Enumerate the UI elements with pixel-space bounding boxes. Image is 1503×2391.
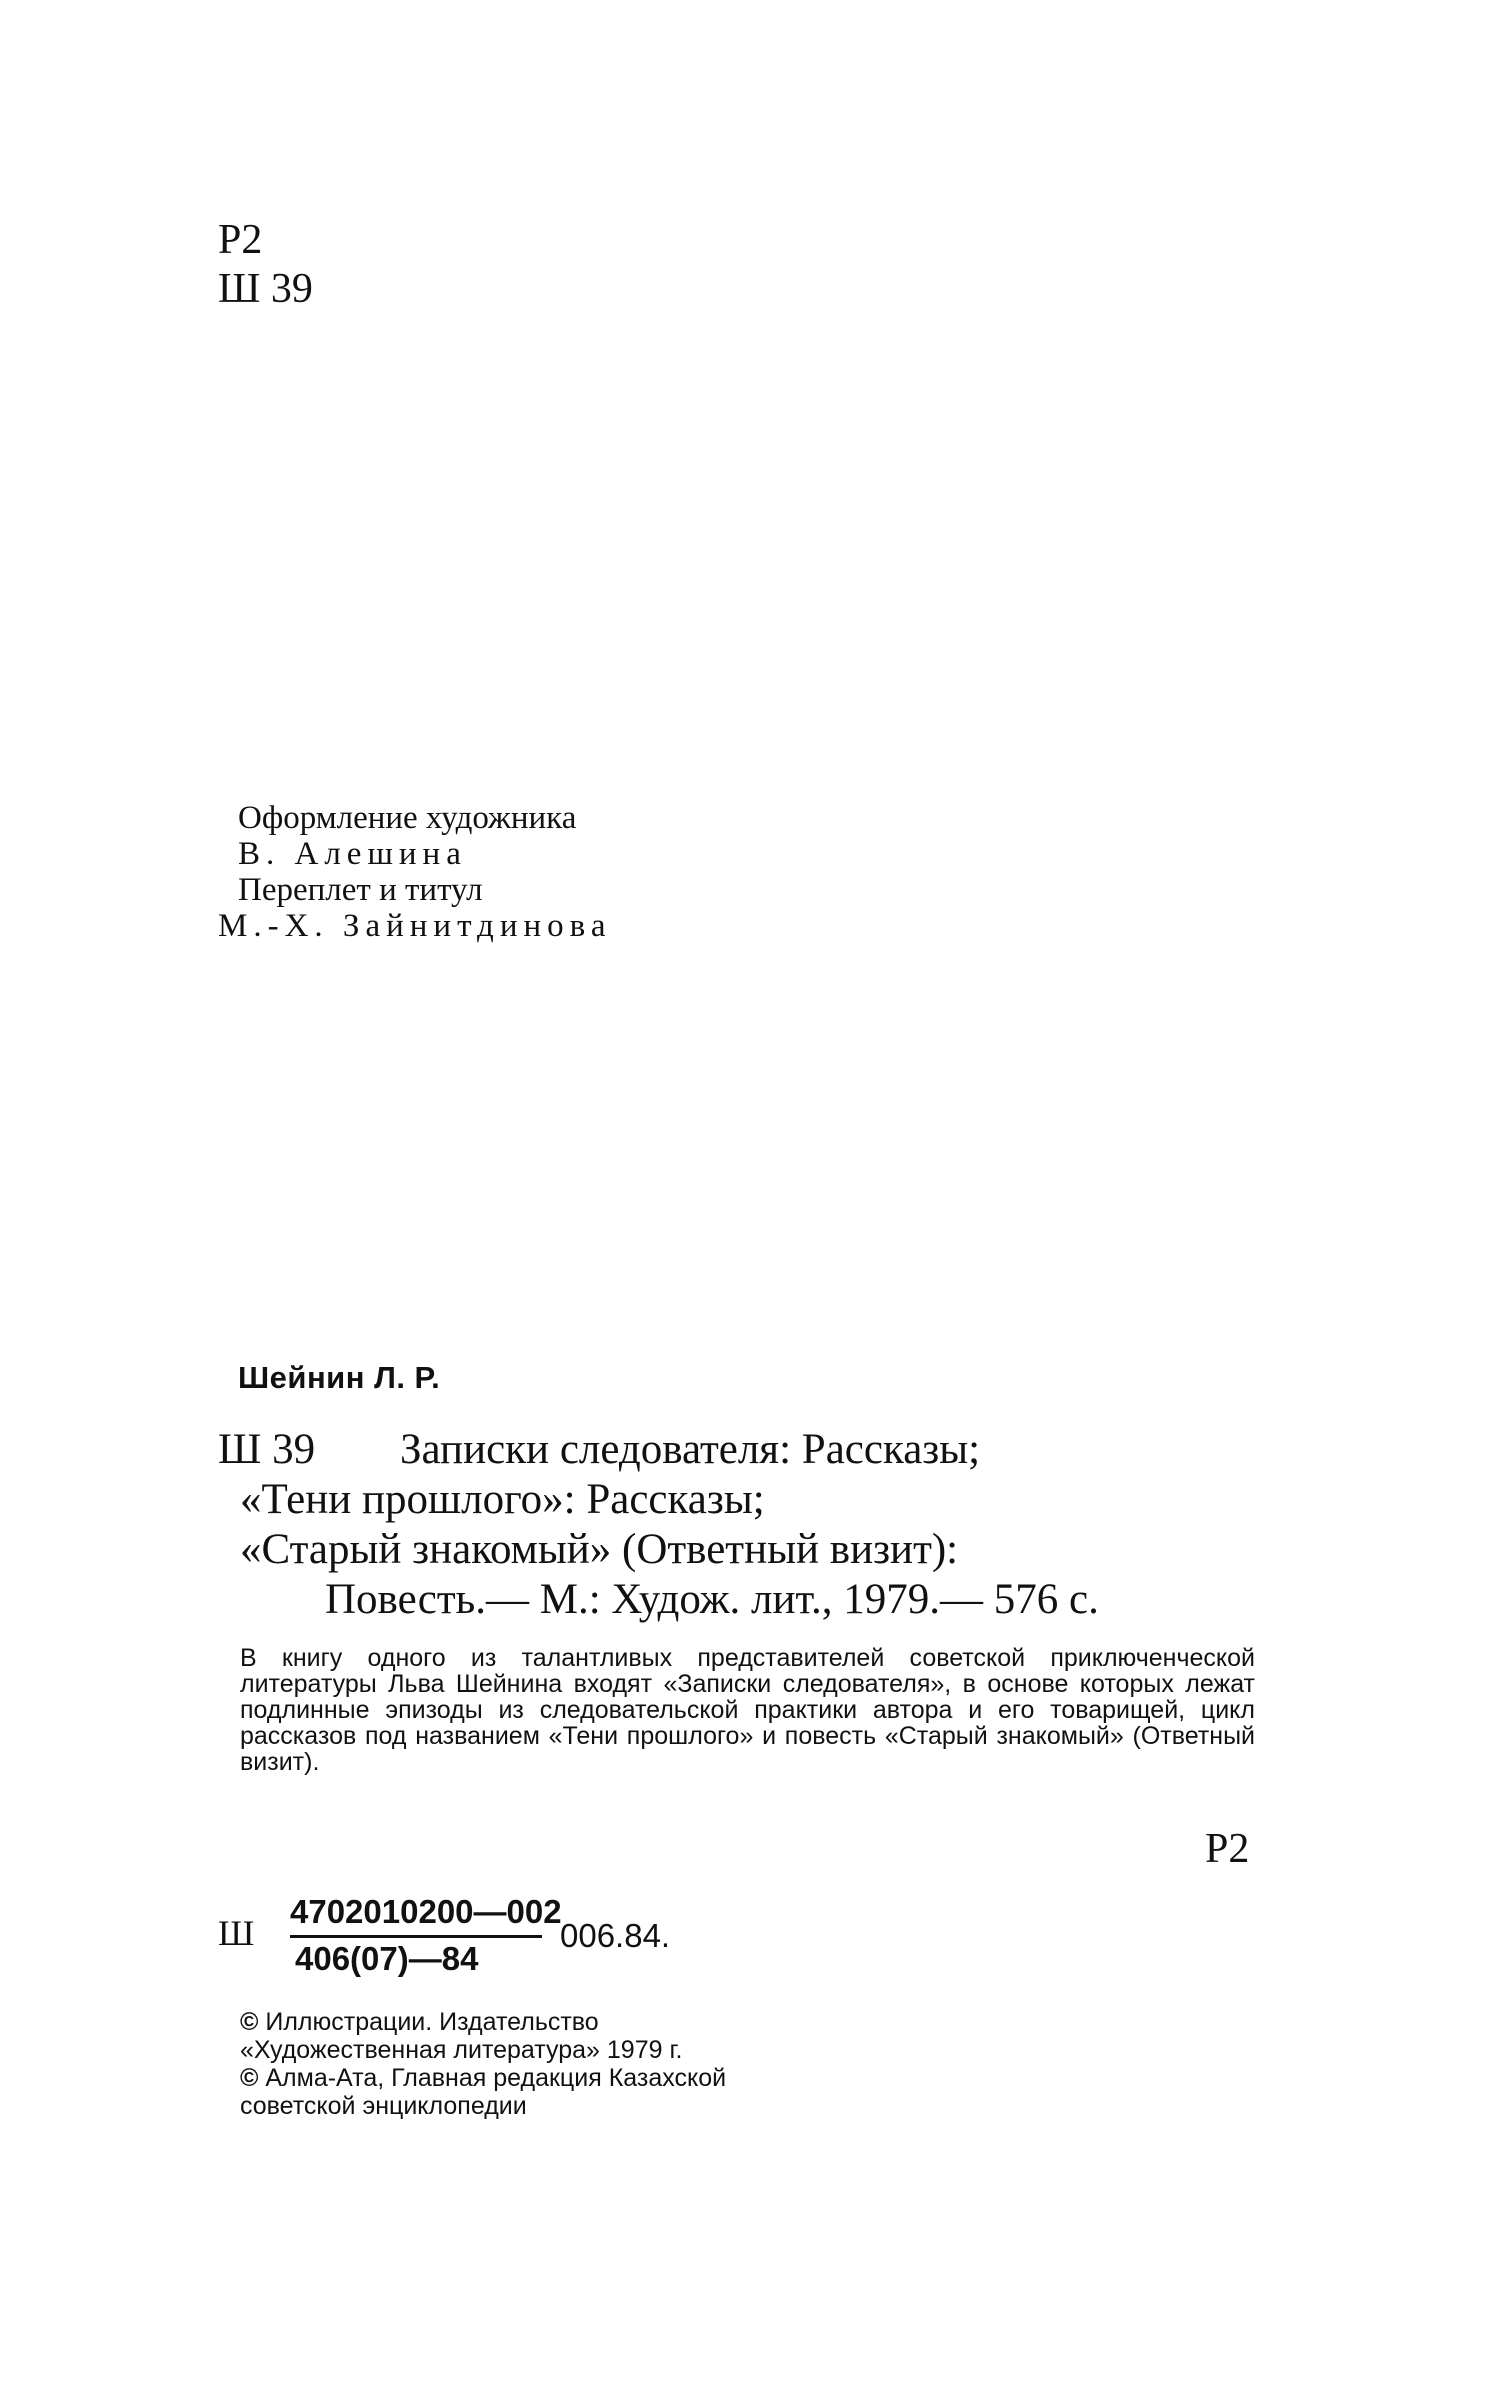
title-line-3: «Старый знакомый» (Ответный визит): [240, 1526, 959, 1573]
author-name: Шейнин Л. Р. [238, 1360, 441, 1395]
copyright-line-1: Иллюстрации. Издательство [265, 2008, 599, 2036]
credits-designer-name: В. Алешина [238, 836, 467, 872]
title-line-1: Записки следователя: Рассказы; [400, 1426, 981, 1473]
title-line-2: «Тени прошлого»: Рассказы; [240, 1476, 765, 1523]
catalog-letter: Ш [218, 1913, 255, 1953]
credits-design-label: Оформление художника [238, 800, 577, 836]
copyright-line-3: Алма-Ата, Главная редакция Казахской [265, 2064, 727, 2092]
right-index-code: Р2 [1205, 1826, 1250, 1872]
classification-author-mark: Ш 39 [218, 266, 313, 312]
title-line-4: Повесть.— М.: Худож. лит., 1979.— 576 с. [325, 1576, 1099, 1623]
copyright-sign-2: © [240, 2064, 259, 2092]
title-code: Ш 39 [218, 1426, 316, 1473]
catalog-numerator: 4702010200—002 [290, 1893, 562, 1930]
annotation-text: В книгу одного из талантливых представителей советской приключенческой литературы Льва Шейнина входят «Записки следователя», в основе которых лежат подлинные эпизоды из следовательской практики автора и его товарищей, цикл рассказов под названием «Тени прошлого» и повесть «Старый знакомый» (Ответный визит). [240, 1644, 1255, 1776]
copyright-line-4: советской энциклопедии [240, 2092, 527, 2120]
classification-code: Р2 [218, 217, 263, 263]
credits-binding-label: Переплет и титул [238, 872, 483, 908]
catalog-fraction-bar [290, 1935, 542, 1938]
catalog-denominator: 406(07)—84 [295, 1940, 479, 1977]
credits-binding-artist: М.-Х. Зайнитдинова [218, 908, 612, 944]
copyright-block-2 [240, 2064, 726, 2092]
copyright-sign: © [240, 2008, 259, 2036]
copyright-block-1 [240, 2008, 599, 2036]
catalog-tail: 006.84. [560, 1917, 671, 1954]
copyright-line-2: «Художественная литература» 1979 г. [240, 2036, 683, 2064]
